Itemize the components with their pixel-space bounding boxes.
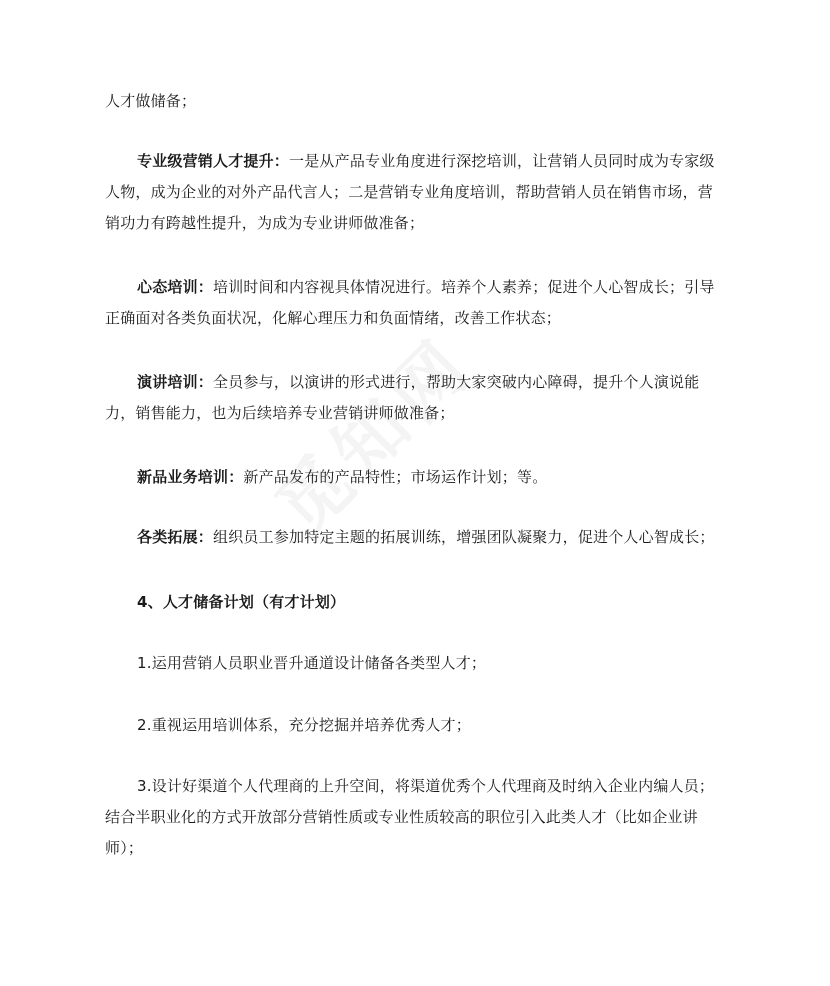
paragraph-heading: 演讲培训： bbox=[137, 373, 214, 391]
list-item-text: 2.重视运用培训体系，充分挖掘并培养优秀人才； bbox=[137, 716, 471, 734]
section-heading bbox=[105, 587, 725, 618]
paragraph-text: 一是从产品专业角度进行深挖培训，让营销人员同时成为专家级人物，成为企业的对外产品代言人；二是营销专业角度培训，帮助营销人员在销售市场，营销功力有跨越性提升，为成为专业讲师做准备； bbox=[105, 152, 715, 232]
paragraph-speech-training bbox=[105, 367, 725, 429]
paragraph-continuation bbox=[105, 86, 725, 117]
paragraph-new-product-training bbox=[105, 462, 725, 493]
paragraph-mindset-training bbox=[105, 272, 725, 334]
paragraph-professional-training bbox=[105, 146, 725, 239]
paragraph-heading: 心态培训： bbox=[137, 278, 214, 296]
list-item-text: 1.运用营销人员职业晋升通道设计储备各类型人才； bbox=[137, 654, 487, 672]
watermark bbox=[248, 310, 491, 553]
paragraph-text: 培训时间和内容视具体情况进行。培养个人素养；促进个人心智成长；引导正确面对各类负面状况，化解心理压力和负面情绪，改善工作状态； bbox=[105, 278, 715, 327]
paragraph-text: 新产品发布的产品特性；市场运作计划；等。 bbox=[243, 468, 548, 486]
paragraph-heading: 各类拓展： bbox=[137, 528, 214, 546]
paragraph-heading: 新品业务培训： bbox=[137, 468, 244, 486]
list-item bbox=[105, 771, 725, 864]
paragraph-text: 全员参与，以演讲的形式进行，帮助大家突破内心障碍，提升个人演说能力，销售能力，也为后续培养专业营销讲师做准备； bbox=[105, 373, 700, 422]
list-item bbox=[105, 710, 725, 741]
paragraph-text: 组织员工参加特定主题的拓展训练，增强团队凝聚力，促进个人心智成长； bbox=[213, 528, 715, 546]
list-item-text: 3.设计好渠道个人代理商的上升空间，将渠道优秀个人代理商及时纳入企业内编人员；结合半职业化的方式开放部分营销性质或专业性质较高的职位引入此类人才（比如企业讲师）； bbox=[105, 777, 715, 857]
paragraph-heading: 专业级营销人才提升： bbox=[137, 152, 290, 170]
section-heading-text: 4、人才储备计划（有才计划） bbox=[137, 593, 346, 611]
paragraph-outreach-training bbox=[105, 522, 725, 553]
paragraph-text: 人才做储备； bbox=[105, 92, 197, 110]
list-item bbox=[105, 648, 725, 679]
